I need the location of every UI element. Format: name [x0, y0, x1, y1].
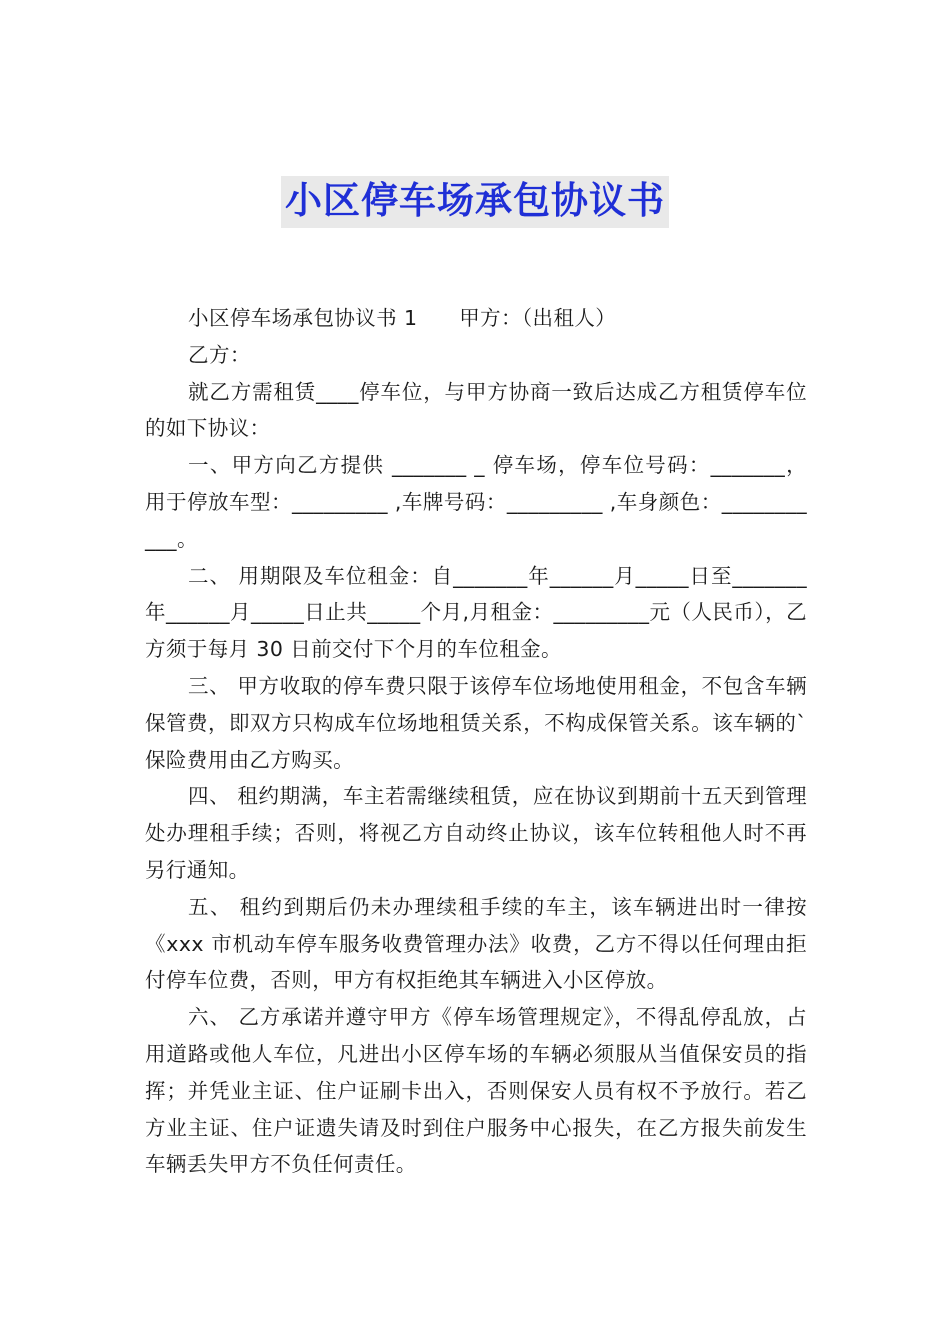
paragraph-clause-3: 三、 甲方收取的停车费只限于该停车位场地使用租金，不包含车辆保管费，即双方只构成车位场地租赁关系，不构成保管关系。该车辆的`保险费用由乙方购买。: [145, 673, 807, 772]
document-title: 小区停车场承包协议书: [281, 176, 669, 228]
paragraph-header: 小区停车场承包协议书 1 甲方：（出租人）: [188, 306, 617, 330]
title-container: [0, 176, 950, 228]
paragraph-clause-2: 二、 用期限及车位租金：自_______年______月_____日至_______年______月_____日止共_____个月,月租金：_________元（人民币），乙方须于每月 30 日前交付下个月的车位租金。: [145, 563, 807, 662]
paragraph-intro: 就乙方需租赁____停车位，与甲方协商一致后达成乙方租赁停车位的如下协议：: [145, 379, 807, 441]
paragraph-clause-5: 五、 租约到期后仍未办理续租手续的车主，该车辆进出时一律按《xxx 市机动车停车服务收费管理办法》收费，乙方不得以任何理由拒付停车位费，否则，甲方有权拒绝其车辆进入小区停放。: [145, 894, 807, 993]
document-body: [145, 300, 807, 1183]
paragraph-clause-6: 六、 乙方承诺并遵守甲方《停车场管理规定》，不得乱停乱放，占用道路或他人车位，凡进出小区停车场的车辆必须服从当值保安员的指挥；并凭业主证、住户证刷卡出入，否则保安人员有权不予放行。若乙方业主证、住户证遗失请及时到住户服务中心报失，在乙方报失前发生车辆丢失甲方不负任何责任。: [145, 1005, 807, 1177]
paragraph-clause-1: 一、甲方向乙方提供 _______ _ 停车场，停车位号码：_______，用于停放车型：_________ ,车牌号码：_________ ,车身颜色：___________。: [145, 453, 807, 551]
paragraph-party-b: 乙方：: [188, 342, 251, 367]
paragraph-clause-4: 四、 租约期满，车主若需继续租赁，应在协议到期前十五天到管理处办理租手续；否则，将视乙方自动终止协议，该车位转租他人时不再另行通知。: [145, 784, 807, 882]
